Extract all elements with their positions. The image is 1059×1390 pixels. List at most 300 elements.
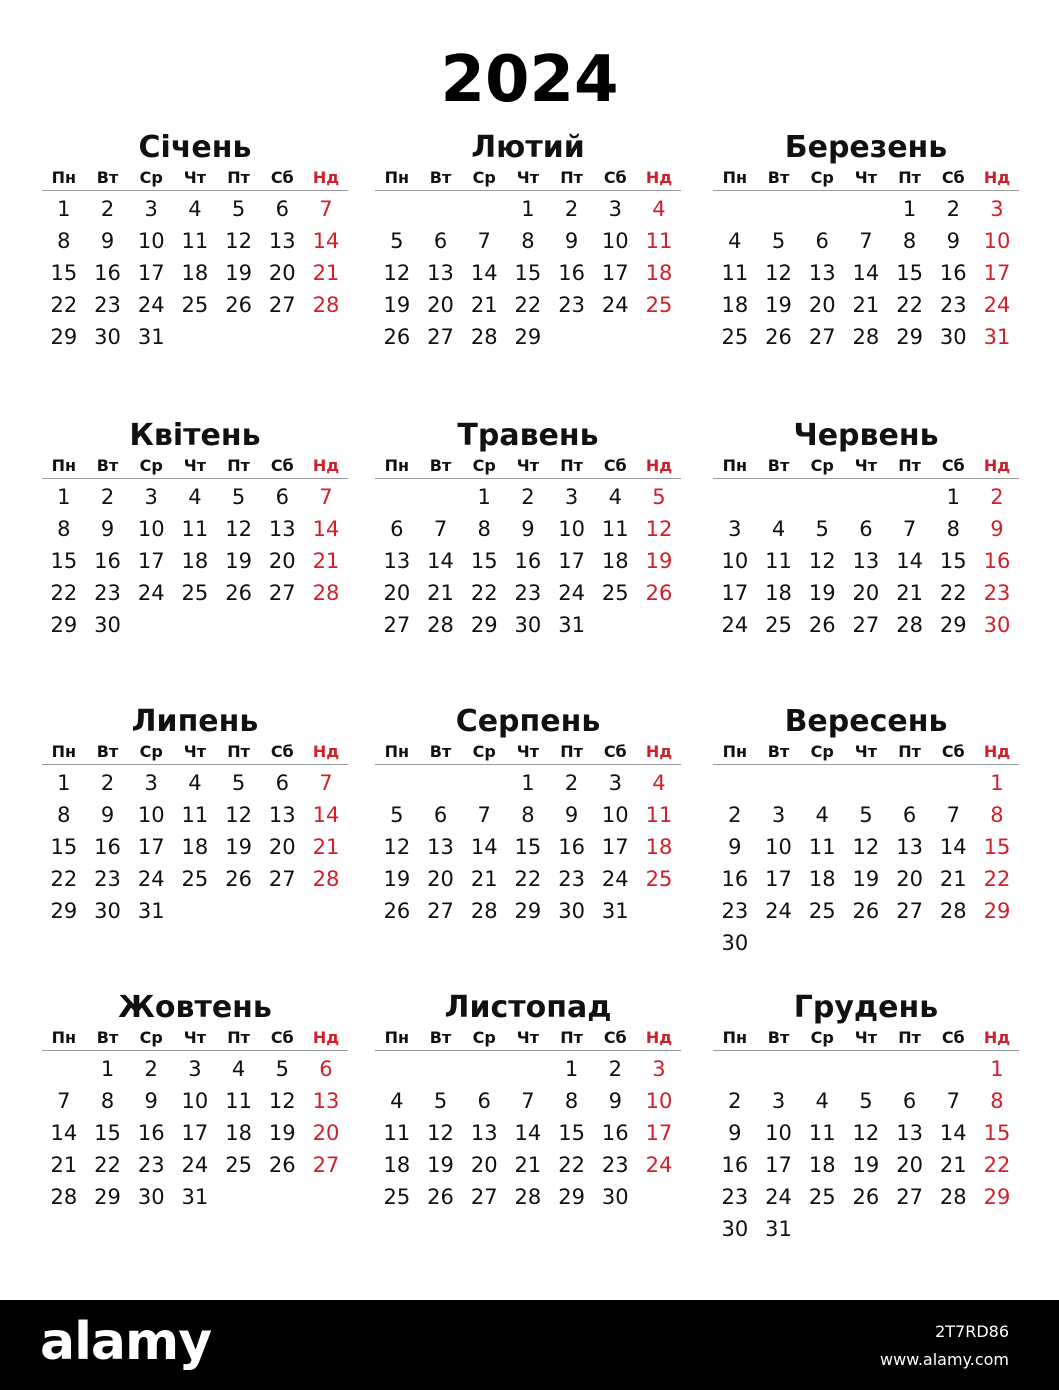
day-number: 24	[645, 1153, 673, 1177]
weekday-label: Вт	[429, 168, 452, 187]
day-number: 4	[188, 485, 202, 509]
weekday-label: Пт	[560, 168, 583, 187]
day-number: 15	[514, 261, 542, 285]
weekday-label: Нд	[645, 456, 673, 475]
day-number: 25	[645, 293, 673, 317]
month-block	[375, 130, 681, 353]
empty-cell	[375, 1053, 419, 1085]
empty-cell	[757, 767, 801, 799]
weekday-label: Чт	[516, 742, 539, 761]
day-number: 1	[521, 771, 535, 795]
day-number: 14	[514, 1121, 542, 1145]
day-number: 13	[896, 1121, 923, 1145]
weekday-label: Сб	[270, 456, 294, 475]
empty-cell	[888, 767, 932, 799]
day-number: 28	[939, 899, 967, 923]
day-number: 9	[728, 1121, 742, 1145]
weekday-label: Пт	[898, 742, 921, 761]
day-number: 5	[231, 771, 246, 795]
day-number: 2	[728, 803, 742, 827]
day-number: 20	[268, 835, 296, 859]
day-number: 8	[57, 517, 71, 541]
day-number: 6	[433, 803, 448, 827]
day-number: 3	[608, 771, 622, 795]
day-number: 26	[225, 867, 252, 891]
day-number: 21	[514, 1153, 542, 1177]
day-number: 22	[514, 867, 542, 891]
day-number: 19	[268, 1121, 296, 1145]
day-grid	[713, 1053, 1019, 1245]
day-number: 3	[564, 485, 579, 509]
day-number: 28	[427, 613, 454, 637]
day-number: 7	[319, 485, 333, 509]
empty-cell	[713, 193, 757, 225]
weekday-label: Пт	[227, 456, 250, 475]
day-number: 10	[721, 549, 749, 573]
weekday-label: Ср	[810, 742, 834, 761]
day-number: 17	[601, 835, 629, 859]
day-number: 2	[990, 485, 1004, 509]
day-number: 7	[946, 803, 960, 827]
weekday-label: Ср	[139, 168, 163, 187]
day-number: 18	[181, 835, 209, 859]
weekday-header	[42, 454, 348, 479]
day-number: 20	[383, 581, 411, 605]
day-number: 16	[558, 835, 585, 859]
month-block	[375, 418, 681, 641]
day-number: 17	[721, 581, 749, 605]
empty-cell	[713, 767, 757, 799]
day-number: 21	[427, 581, 454, 605]
weekday-header	[42, 166, 348, 191]
day-number: 16	[601, 1121, 629, 1145]
day-number: 2	[946, 197, 960, 221]
day-number: 13	[268, 803, 296, 827]
day-number: 28	[312, 293, 340, 317]
day-number: 8	[990, 803, 1004, 827]
weekday-label: Вт	[767, 1028, 790, 1047]
day-number: 22	[470, 581, 498, 605]
weekday-label: Чт	[183, 742, 206, 761]
day-number: 4	[188, 197, 202, 221]
day-number: 8	[990, 1089, 1004, 1113]
weekday-label: Пн	[722, 168, 748, 187]
day-number: 31	[601, 899, 629, 923]
day-number: 30	[939, 325, 967, 349]
empty-cell	[800, 481, 844, 513]
day-number: 26	[427, 1185, 454, 1209]
day-number: 23	[601, 1153, 629, 1177]
day-number: 16	[94, 835, 121, 859]
weekday-label: Вт	[429, 1028, 452, 1047]
day-number: 14	[852, 261, 880, 285]
day-number: 28	[514, 1185, 542, 1209]
day-number: 2	[564, 197, 579, 221]
day-number: 20	[427, 867, 454, 891]
weekday-label: Пт	[227, 742, 250, 761]
day-number: 12	[225, 803, 252, 827]
day-number: 28	[470, 899, 498, 923]
day-number: 19	[225, 549, 252, 573]
site-url: www.alamy.com	[880, 1350, 1009, 1369]
day-number: 12	[225, 517, 252, 541]
day-grid	[375, 1053, 681, 1213]
day-number: 15	[558, 1121, 585, 1145]
day-number: 3	[144, 197, 158, 221]
month-block	[42, 990, 348, 1213]
empty-cell	[506, 1053, 550, 1085]
day-number: 1	[57, 771, 71, 795]
day-number: 7	[521, 1089, 535, 1113]
day-number: 5	[815, 517, 829, 541]
day-number: 16	[94, 261, 121, 285]
day-number: 27	[470, 1185, 498, 1209]
weekday-label: Вт	[96, 456, 119, 475]
day-number: 25	[601, 581, 629, 605]
empty-cell	[800, 1053, 844, 1085]
weekday-label: Ср	[139, 742, 163, 761]
day-number: 27	[896, 1185, 923, 1209]
day-number: 18	[808, 1153, 836, 1177]
day-grid	[375, 481, 681, 641]
day-number: 17	[137, 261, 165, 285]
day-number: 25	[645, 867, 673, 891]
day-number: 16	[721, 1153, 749, 1177]
weekday-label: Пт	[560, 456, 583, 475]
day-number: 22	[983, 867, 1011, 891]
weekday-label: Пн	[384, 1028, 410, 1047]
day-number: 6	[902, 1089, 917, 1113]
day-number: 29	[50, 899, 78, 923]
day-number: 9	[728, 835, 742, 859]
day-number: 3	[144, 771, 158, 795]
day-number: 8	[100, 1089, 115, 1113]
day-number: 1	[946, 485, 960, 509]
day-number: 2	[564, 771, 579, 795]
weekday-label: Нд	[983, 456, 1011, 475]
weekday-label: Сб	[603, 456, 627, 475]
day-number: 6	[275, 485, 289, 509]
day-number: 28	[470, 325, 498, 349]
day-number: 3	[771, 803, 786, 827]
weekday-label: Сб	[941, 1028, 965, 1047]
day-number: 24	[137, 293, 165, 317]
day-number: 26	[225, 293, 252, 317]
weekday-label: Пн	[384, 456, 410, 475]
day-number: 4	[608, 485, 622, 509]
day-number: 22	[50, 581, 78, 605]
day-number: 25	[225, 1153, 252, 1177]
day-number: 1	[521, 197, 535, 221]
day-number: 17	[137, 549, 165, 573]
weekday-label: Вт	[767, 456, 790, 475]
empty-cell	[375, 193, 419, 225]
weekday-label: Ср	[472, 1028, 496, 1047]
day-number: 14	[939, 1121, 967, 1145]
day-number: 19	[808, 581, 836, 605]
weekday-label: Чт	[516, 168, 539, 187]
weekday-label: Вт	[767, 742, 790, 761]
day-number: 13	[896, 835, 923, 859]
month-title: Вересень	[784, 704, 948, 739]
day-number: 11	[383, 1121, 411, 1145]
day-number: 11	[721, 261, 749, 285]
day-number: 16	[558, 261, 585, 285]
day-number: 20	[852, 581, 880, 605]
day-number: 12	[852, 1121, 880, 1145]
day-number: 4	[815, 803, 829, 827]
day-number: 19	[852, 1153, 880, 1177]
day-number: 19	[645, 549, 673, 573]
month-block	[42, 418, 348, 641]
day-number: 30	[601, 1185, 629, 1209]
day-number: 12	[225, 229, 252, 253]
empty-cell	[375, 767, 419, 799]
day-number: 22	[983, 1153, 1011, 1177]
weekday-label: Пт	[898, 1028, 921, 1047]
empty-cell	[800, 193, 844, 225]
day-number: 10	[765, 1121, 792, 1145]
day-number: 10	[137, 517, 165, 541]
day-number: 1	[57, 197, 71, 221]
day-number: 11	[765, 549, 792, 573]
day-number: 3	[728, 517, 742, 541]
day-number: 27	[312, 1153, 340, 1177]
day-number: 27	[383, 613, 411, 637]
weekday-label: Нд	[983, 1028, 1011, 1047]
day-number: 19	[765, 293, 792, 317]
day-number: 23	[137, 1153, 165, 1177]
day-number: 27	[427, 325, 454, 349]
weekday-label: Вт	[96, 168, 119, 187]
weekday-label: Сб	[270, 742, 294, 761]
day-number: 1	[564, 1057, 579, 1081]
day-number: 8	[902, 229, 917, 253]
day-number: 29	[983, 899, 1011, 923]
day-number: 29	[50, 325, 78, 349]
day-number: 5	[275, 1057, 289, 1081]
day-number: 19	[427, 1153, 454, 1177]
day-number: 28	[50, 1185, 78, 1209]
day-number: 23	[94, 581, 121, 605]
empty-cell	[844, 193, 888, 225]
day-number: 14	[939, 835, 967, 859]
day-grid	[713, 193, 1019, 353]
day-number: 29	[94, 1185, 121, 1209]
weekday-label: Нд	[312, 742, 340, 761]
day-number: 5	[390, 803, 404, 827]
day-number: 29	[514, 899, 542, 923]
day-number: 30	[558, 899, 585, 923]
weekday-label: Вт	[429, 456, 452, 475]
day-number: 10	[181, 1089, 209, 1113]
empty-cell	[800, 767, 844, 799]
day-number: 26	[268, 1153, 296, 1177]
month-title: Квітень	[129, 418, 261, 453]
day-number: 25	[181, 867, 209, 891]
day-number: 17	[983, 261, 1011, 285]
month-title: Січень	[138, 130, 252, 165]
day-number: 22	[896, 293, 923, 317]
day-number: 14	[896, 549, 923, 573]
day-number: 15	[94, 1121, 121, 1145]
weekday-label: Нд	[645, 1028, 673, 1047]
day-number: 12	[852, 835, 880, 859]
day-number: 7	[902, 517, 917, 541]
weekday-label: Чт	[854, 456, 877, 475]
day-number: 3	[608, 197, 622, 221]
day-number: 15	[514, 835, 542, 859]
day-number: 24	[721, 613, 749, 637]
day-number: 24	[601, 293, 629, 317]
empty-cell	[419, 767, 463, 799]
month-block	[713, 990, 1019, 1245]
weekday-label: Вт	[96, 1028, 119, 1047]
day-number: 28	[312, 867, 340, 891]
day-number: 3	[188, 1057, 202, 1081]
day-number: 20	[312, 1121, 340, 1145]
day-number: 18	[765, 581, 792, 605]
day-number: 17	[601, 261, 629, 285]
day-grid	[42, 1053, 348, 1213]
day-number: 20	[896, 867, 923, 891]
day-number: 9	[990, 517, 1004, 541]
day-number: 10	[983, 229, 1011, 253]
month-title: Червень	[793, 418, 939, 453]
weekday-label: Сб	[941, 456, 965, 475]
day-number: 3	[652, 1057, 666, 1081]
day-number: 19	[225, 261, 252, 285]
day-number: 22	[50, 293, 78, 317]
day-number: 15	[50, 835, 78, 859]
day-number: 10	[601, 803, 629, 827]
day-number: 4	[815, 1089, 829, 1113]
day-number: 26	[808, 613, 836, 637]
day-number: 21	[312, 835, 340, 859]
month-title: Лютий	[471, 130, 585, 165]
day-number: 31	[983, 325, 1011, 349]
weekday-label: Ср	[810, 168, 834, 187]
day-number: 14	[312, 517, 340, 541]
weekday-label: Ср	[472, 168, 496, 187]
day-number: 18	[645, 835, 673, 859]
day-number: 17	[137, 835, 165, 859]
day-number: 30	[137, 1185, 165, 1209]
day-number: 3	[990, 197, 1004, 221]
day-number: 2	[521, 485, 535, 509]
day-number: 14	[470, 261, 498, 285]
day-number: 30	[721, 931, 749, 955]
day-number: 18	[645, 261, 673, 285]
day-number: 30	[94, 899, 121, 923]
weekday-label: Чт	[516, 456, 539, 475]
day-number: 26	[765, 325, 792, 349]
weekday-header	[42, 740, 348, 765]
weekday-label: Ср	[472, 742, 496, 761]
day-number: 2	[608, 1057, 622, 1081]
day-number: 5	[859, 1089, 873, 1113]
day-number: 3	[771, 1089, 786, 1113]
weekday-label: Пн	[384, 742, 410, 761]
day-number: 13	[312, 1089, 340, 1113]
day-number: 28	[852, 325, 880, 349]
month-title: Липень	[131, 704, 259, 739]
weekday-label: Чт	[183, 168, 206, 187]
day-number: 15	[983, 835, 1011, 859]
day-number: 20	[268, 549, 296, 573]
day-number: 25	[808, 1185, 836, 1209]
day-number: 30	[94, 325, 121, 349]
weekday-label: Ср	[139, 456, 163, 475]
day-number: 24	[765, 1185, 792, 1209]
day-number: 27	[427, 899, 454, 923]
day-number: 27	[268, 581, 296, 605]
day-number: 29	[50, 613, 78, 637]
day-number: 24	[983, 293, 1011, 317]
weekday-label: Чт	[854, 1028, 877, 1047]
day-number: 6	[815, 229, 829, 253]
day-number: 9	[608, 1089, 622, 1113]
day-number: 14	[312, 229, 340, 253]
day-number: 20	[896, 1153, 923, 1177]
weekday-label: Нд	[983, 742, 1011, 761]
day-number: 1	[477, 485, 491, 509]
day-number: 20	[427, 293, 454, 317]
day-number: 5	[433, 1089, 448, 1113]
day-number: 8	[521, 229, 535, 253]
day-number: 6	[275, 197, 289, 221]
weekday-label: Вт	[767, 168, 790, 187]
day-number: 8	[521, 803, 535, 827]
weekday-header	[713, 1026, 1019, 1051]
day-number: 13	[470, 1121, 498, 1145]
weekday-label: Пн	[51, 1028, 77, 1047]
month-block	[375, 704, 681, 927]
day-number: 21	[312, 261, 340, 285]
day-number: 23	[558, 293, 585, 317]
weekday-label: Вт	[96, 742, 119, 761]
day-number: 15	[896, 261, 923, 285]
weekday-header	[713, 166, 1019, 191]
day-number: 2	[100, 771, 115, 795]
month-block	[375, 990, 681, 1213]
weekday-label: Нд	[312, 456, 340, 475]
day-number: 21	[470, 867, 498, 891]
day-number: 10	[645, 1089, 673, 1113]
day-number: 28	[939, 1185, 967, 1209]
day-number: 11	[808, 835, 836, 859]
day-number: 6	[275, 771, 289, 795]
empty-cell	[757, 481, 801, 513]
weekday-label: Пн	[722, 1028, 748, 1047]
weekday-label: Пн	[51, 742, 77, 761]
empty-cell	[844, 1053, 888, 1085]
empty-cell	[757, 1053, 801, 1085]
day-number: 18	[721, 293, 749, 317]
day-number: 5	[231, 485, 246, 509]
day-number: 14	[50, 1121, 78, 1145]
day-number: 13	[268, 229, 296, 253]
day-number: 7	[57, 1089, 71, 1113]
day-number: 8	[57, 803, 71, 827]
day-number: 4	[652, 771, 666, 795]
day-number: 13	[268, 517, 296, 541]
day-number: 10	[765, 835, 792, 859]
day-number: 12	[268, 1089, 296, 1113]
day-number: 21	[50, 1153, 78, 1177]
day-number: 16	[939, 261, 967, 285]
day-number: 25	[181, 581, 209, 605]
